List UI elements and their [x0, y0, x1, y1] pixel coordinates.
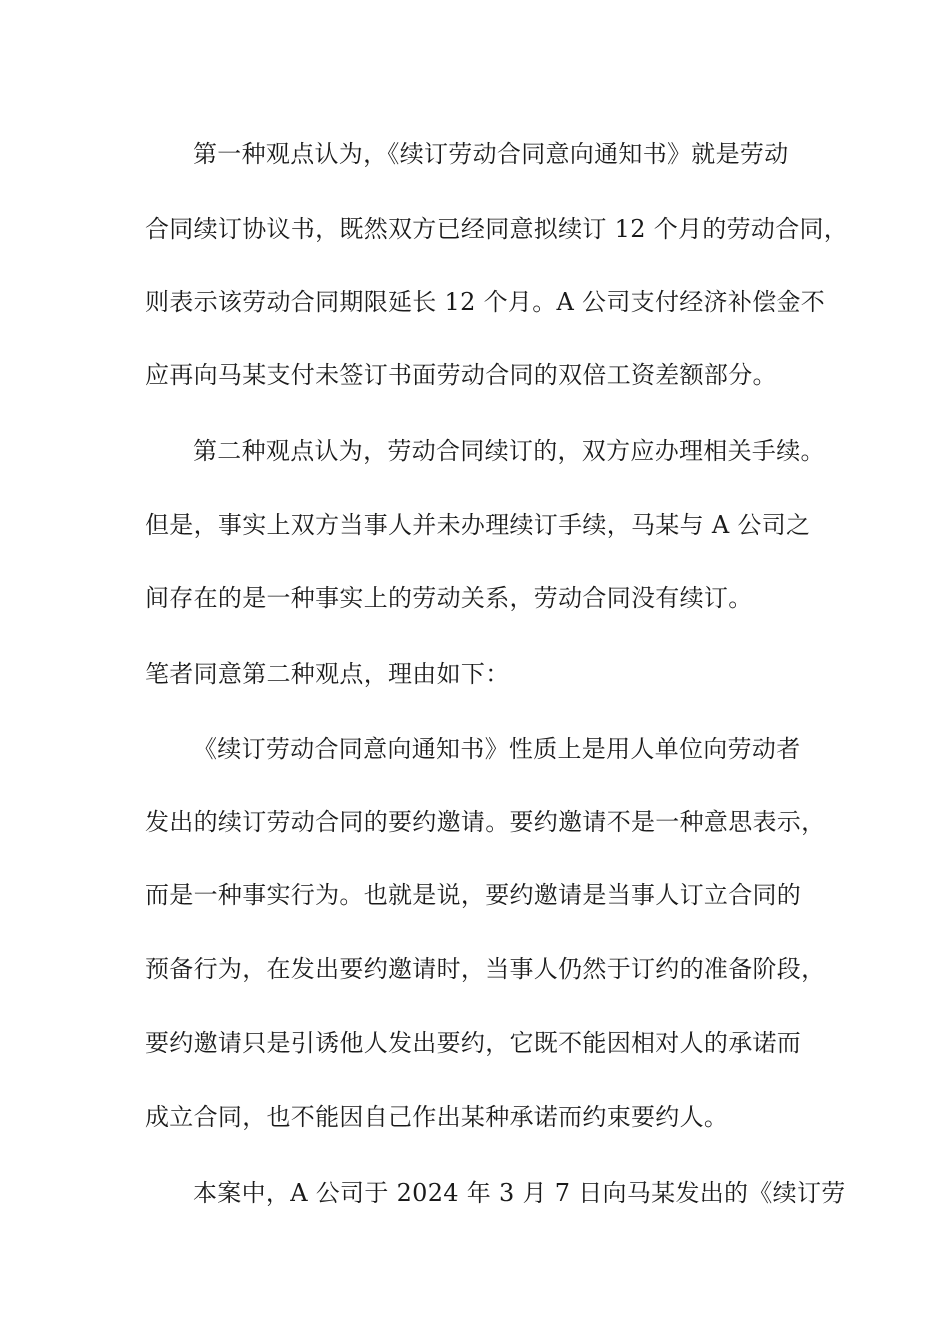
paragraph-2-line-3: 间存在的是一种事实上的劳动关系，劳动合同没有续订。 [145, 584, 753, 612]
paragraph-1-line-3: 则表示该劳动合同期限延长 12 个月。A 公司支付经济补偿金不 [145, 288, 826, 316]
paragraph-4-line-5: 要约邀请只是引诱他人发出要约，它既不能因相对人的承诺而 [145, 1029, 802, 1057]
paragraph-1-line-4: 应再向马某支付未签订书面劳动合同的双倍工资差额部分。 [145, 361, 777, 389]
paragraph-4-line-1: 《续订劳动合同意向通知书》性质上是用人单位向劳动者 [193, 735, 801, 763]
paragraph-2-line-2: 但是，事实上双方当事人并未办理续订手续，马某与 A 公司之 [145, 511, 811, 539]
paragraph-5-line-1: 本案中，A 公司于 2024 年 3 月 7 日向马某发出的《续订劳 [193, 1179, 846, 1207]
paragraph-2-line-1: 第二种观点认为，劳动合同续订的，双方应办理相关手续。 [193, 437, 825, 465]
paragraph-4-line-6: 成立合同，也不能因自己作出某种承诺而约束要约人。 [145, 1103, 729, 1131]
paragraph-1-line-1: 第一种观点认为，《续订劳动合同意向通知书》就是劳动 [193, 140, 789, 168]
paragraph-3-line-1: 笔者同意第二种观点，理由如下： [145, 660, 510, 688]
paragraph-4-line-4: 预备行为，在发出要约邀请时，当事人仍然于订约的准备阶段， [145, 955, 826, 983]
paragraph-4-line-2: 发出的续订劳动合同的要约邀请。要约邀请不是一种意思表示， [145, 808, 826, 836]
paragraph-4-line-3: 而是一种事实行为。也就是说，要约邀请是当事人订立合同的 [145, 881, 802, 909]
paragraph-1-line-2: 合同续订协议书，既然双方已经同意拟续订 12 个月的劳动合同， [145, 215, 849, 243]
